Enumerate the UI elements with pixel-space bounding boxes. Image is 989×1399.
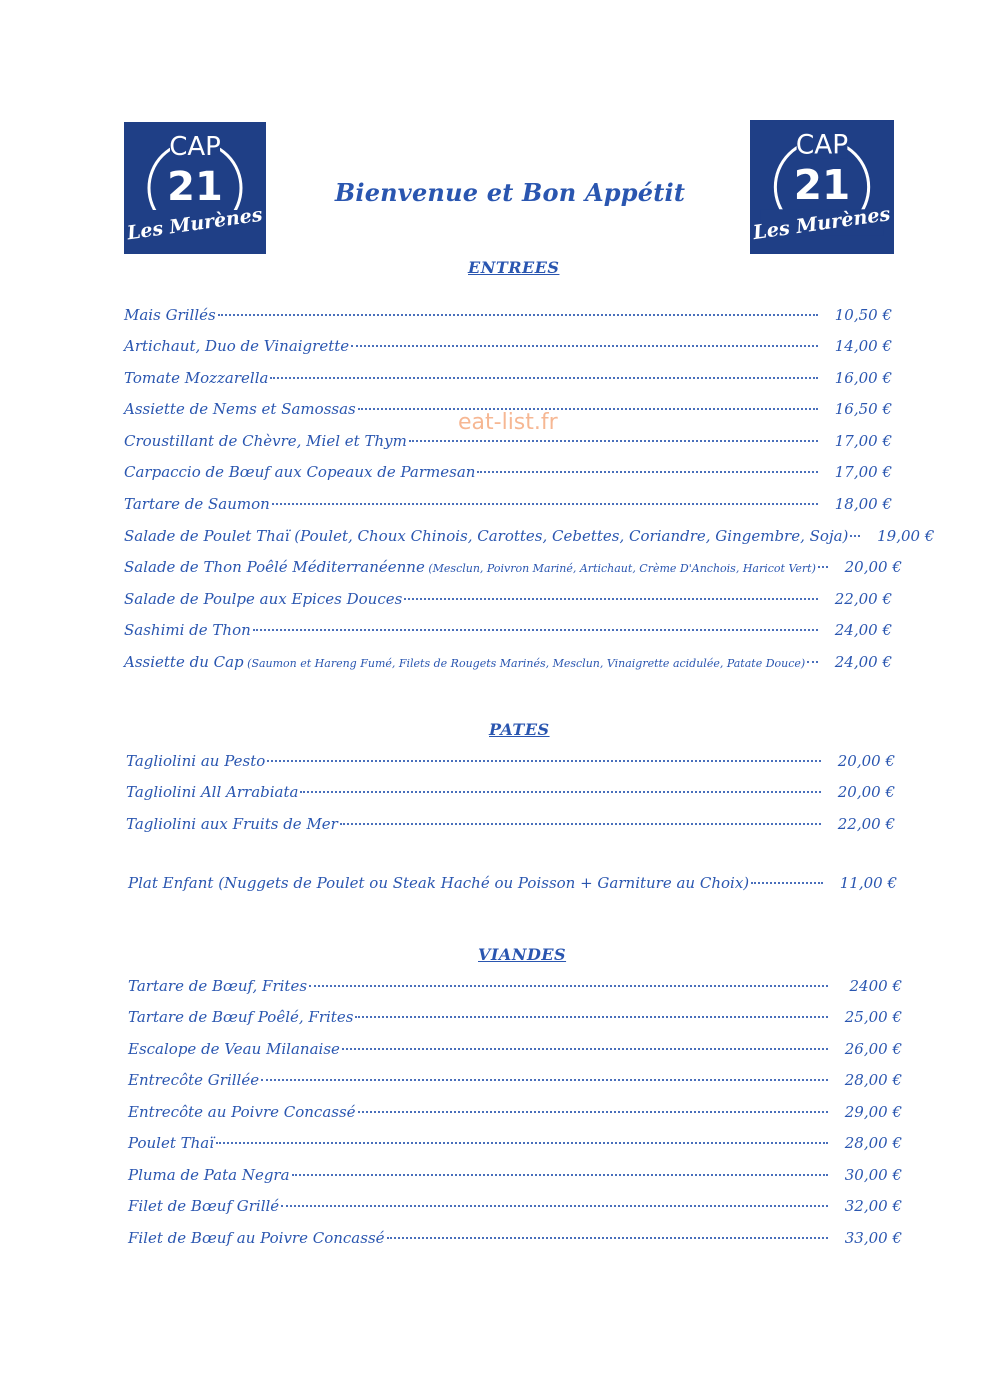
dot-leader [351, 345, 818, 347]
menu-item-name: Tagliolini au Pesto [126, 752, 266, 770]
menu-item-name: Mais Grillés [124, 306, 216, 324]
menu-item [124, 495, 892, 521]
menu-item-name: Entrecôte Grillée [128, 1071, 260, 1089]
menu-item [126, 752, 895, 778]
menu-item [128, 1103, 902, 1129]
menu-item-name: Tartare de Bœuf, Frites [128, 977, 308, 995]
dot-leader [477, 471, 818, 473]
dot-leader [270, 377, 818, 379]
menu-item-name: Tagliolini aux Fruits de Mer [126, 815, 338, 833]
dot-leader [409, 440, 818, 442]
menu-item [124, 527, 935, 553]
dot-leader [300, 791, 821, 793]
logo-number-text: 21 [167, 164, 223, 210]
menu-item-name: Entrecôte au Poivre Concassé [128, 1103, 356, 1121]
dot-leader [358, 408, 818, 410]
menu-item [124, 590, 892, 616]
dot-leader [850, 535, 860, 537]
menu-item-name: Tartare de Bœuf Poêlé, Frites [128, 1008, 354, 1026]
menu-item-detail: (Mesclun, Poivron Mariné, Artichaut, Crème D'Anchois, Haricot Vert) [424, 562, 816, 575]
cap21-logo-graphic [750, 120, 894, 254]
menu-item-price: 19,00 € [877, 527, 935, 545]
menu-item-price: 32,00 € [844, 1197, 902, 1215]
menu-item-price: 16,00 € [834, 369, 892, 387]
menu-item-name: Croustillant de Chèvre, Miel et Thym [124, 432, 407, 450]
section-heading-entrees: ENTREES [468, 258, 560, 277]
menu-item [128, 1197, 902, 1223]
menu-item [124, 400, 892, 426]
menu-item-price: 28,00 € [844, 1134, 902, 1152]
dot-leader [342, 1048, 828, 1050]
dot-leader [355, 1016, 828, 1018]
logo-number-text: 21 [793, 161, 851, 210]
menu-item-price: 33,00 € [844, 1229, 902, 1247]
logo-subtitle-text: Les Murènes [751, 202, 892, 245]
menu-item-name: Carpaccio de Bœuf aux Copeaux de Parmesan [124, 463, 476, 481]
section-heading-pates: PATES [489, 720, 550, 739]
menu-item-price: 18,00 € [834, 495, 892, 513]
menu-item [126, 815, 895, 841]
menu-item-price: 20,00 € [837, 752, 895, 770]
dot-leader [818, 566, 828, 568]
menu-item-name: Artichaut, Duo de Vinaigrette [124, 337, 350, 355]
dot-leader [340, 823, 821, 825]
menu-item-name: Pluma de Pata Negra [128, 1166, 290, 1184]
menu-item-price: 2400 € [849, 977, 902, 995]
menu-item [124, 432, 892, 458]
dot-leader [751, 882, 823, 884]
menu-item-name: Tomate Mozzarella [124, 369, 269, 387]
menu-item-detail: (Saumon et Hareng Fumé, Filets de Rougets Marinés, Mesclun, Vinaigrette acidulée, Patate Douce) [243, 657, 806, 670]
menu-item-price: 20,00 € [837, 783, 895, 801]
dot-leader [807, 661, 818, 663]
menu-item-price: 17,00 € [834, 463, 892, 481]
menu-item-price: 24,00 € [834, 621, 892, 639]
logo-cap-text: CAP [795, 130, 849, 161]
menu-item-price: 25,00 € [844, 1008, 902, 1026]
menu-item-name: Assiette de Nems et Samossas [124, 400, 356, 418]
menu-item [128, 1166, 902, 1192]
menu-item [128, 1134, 902, 1160]
menu-item-price: 22,00 € [837, 815, 895, 833]
logo-cap-text: CAP [169, 132, 221, 162]
menu-item [124, 306, 892, 332]
menu-item [126, 783, 895, 809]
menu-item [124, 621, 892, 647]
menu-item-name: Tartare de Saumon [124, 495, 270, 513]
menu-item-name: Tagliolini All Arrabiata [126, 783, 299, 801]
menu-item [124, 463, 892, 489]
dot-leader [267, 760, 821, 762]
dot-leader [292, 1174, 828, 1176]
menu-item-name: Salade de Poulpe aux Epices Douces [124, 590, 403, 608]
logo-right [750, 120, 894, 254]
menu-item-name: Sashimi de Thon [124, 621, 251, 639]
menu-item-name: Salade de Thon Poêlé Méditerranéenne (Mesclun, Poivron Mariné, Artichaut, Crème D'Anchois, Haricot Vert) [124, 558, 816, 576]
menu-item [124, 653, 892, 679]
menu-item-name: Poulet Thaï [128, 1134, 215, 1152]
menu-item [124, 337, 892, 363]
menu-item-name: Filet de Bœuf au Poivre Concassé [128, 1229, 385, 1247]
menu-item-price: 16,50 € [834, 400, 892, 418]
menu-item-name: Assiette du Cap (Saumon et Hareng Fumé, Filets de Rougets Marinés, Mesclun, Vinaigrette acidulée, Patate Douce) [124, 653, 806, 671]
page-title: Bienvenue et Bon Appétit [334, 178, 686, 207]
dot-leader [358, 1111, 828, 1113]
dot-leader [216, 1142, 828, 1144]
menu-item [128, 977, 902, 1003]
dot-leader [261, 1079, 828, 1081]
menu-item [128, 1229, 902, 1255]
dot-leader [387, 1237, 828, 1239]
menu-item-name: Escalope de Veau Milanaise [128, 1040, 340, 1058]
menu-item-price: 17,00 € [834, 432, 892, 450]
logo-subtitle-text: Les Murènes [125, 203, 264, 245]
menu-item-price: 28,00 € [844, 1071, 902, 1089]
menu-item-price: 20,00 € [844, 558, 902, 576]
dot-leader [253, 629, 818, 631]
dot-leader [281, 1205, 828, 1207]
menu-item-price: 22,00 € [834, 590, 892, 608]
menu-item [128, 1071, 902, 1097]
menu-item [124, 369, 892, 395]
menu-item-name: Filet de Bœuf Grillé [128, 1197, 280, 1215]
menu-item-price: 30,00 € [844, 1166, 902, 1184]
menu-item [128, 874, 897, 900]
menu-item-name: Salade de Poulet Thaï (Poulet, Choux Chinois, Carottes, Cebettes, Coriandre, Gingembre, Soja) [124, 527, 849, 545]
section-heading-viandes: VIANDES [478, 945, 567, 964]
menu-item-name: Plat Enfant (Nuggets de Poulet ou Steak Haché ou Poisson + Garniture au Choix) [128, 874, 750, 892]
menu-item-price: 10,50 € [834, 306, 892, 324]
menu-item [128, 1040, 902, 1066]
menu-item-price: 24,00 € [834, 653, 892, 671]
watermark: eat-list.fr [458, 410, 558, 435]
menu-item [128, 1008, 902, 1034]
dot-leader [309, 985, 828, 987]
dot-leader [404, 598, 818, 600]
menu-item-price: 14,00 € [834, 337, 892, 355]
menu-item [124, 558, 902, 584]
cap21-logo-graphic [124, 122, 266, 254]
dot-leader [218, 314, 818, 316]
menu-item-price: 29,00 € [844, 1103, 902, 1121]
logo-left [124, 122, 266, 254]
dot-leader [272, 503, 818, 505]
menu-item-price: 11,00 € [839, 874, 897, 892]
menu-item-price: 26,00 € [844, 1040, 902, 1058]
